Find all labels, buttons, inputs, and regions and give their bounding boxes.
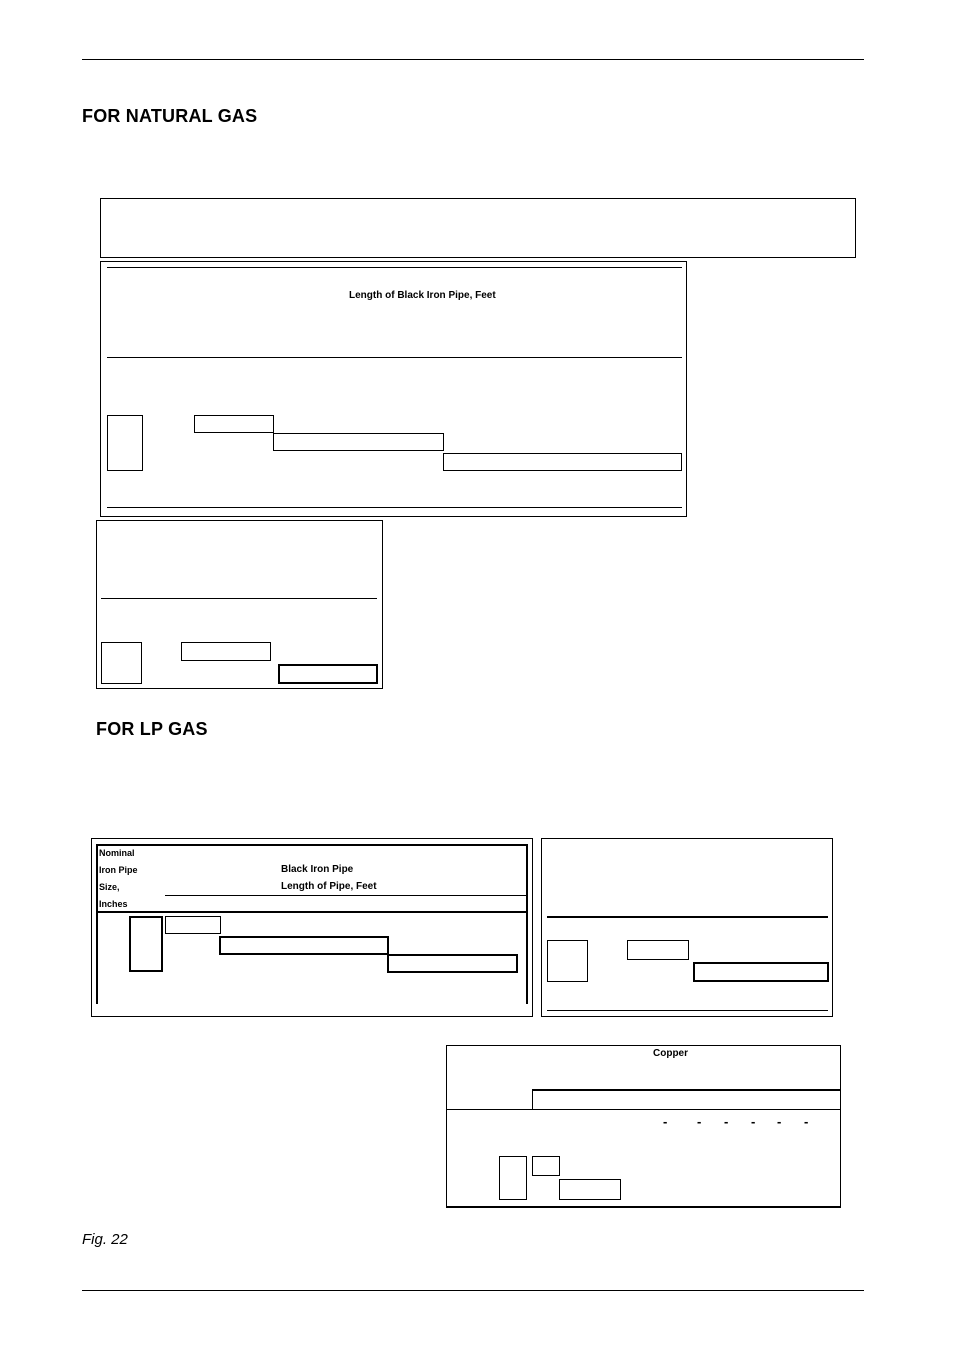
copper-dash: -	[777, 1114, 782, 1129]
table-cell	[443, 453, 682, 471]
copper-dash: -	[804, 1114, 809, 1129]
table-right-line	[526, 844, 528, 1004]
top-rule	[82, 59, 864, 60]
table-header-divider	[101, 598, 377, 599]
table-cell	[107, 415, 143, 471]
table-cell	[547, 940, 588, 982]
copper-dash: -	[663, 1114, 668, 1129]
table-left-line	[96, 844, 98, 1004]
table-bottom-line	[107, 507, 682, 508]
table-header-tick	[532, 1091, 533, 1109]
table-header-line	[165, 895, 528, 896]
table-cell	[499, 1156, 527, 1200]
table-cell	[129, 916, 163, 972]
table-cell	[532, 1156, 560, 1176]
lp-gas-heading: FOR LP GAS	[96, 719, 208, 739]
column-label-line: Iron Pipe	[99, 865, 138, 875]
column-label-line: Size,	[99, 882, 120, 892]
copper-dash: -	[751, 1114, 756, 1129]
lp-gas-table-title: Black Iron Pipe	[281, 864, 354, 875]
table-top-line	[107, 267, 682, 268]
copper-table-title: Copper	[653, 1048, 688, 1059]
table-cell	[219, 936, 389, 955]
table-cell	[693, 962, 829, 982]
table-cell	[387, 954, 518, 973]
table-header-divider	[547, 916, 828, 918]
natural-gas-table-header: Length of Black Iron Pipe, Feet	[349, 290, 496, 301]
column-label-line: Nominal	[99, 848, 135, 858]
table-cell	[194, 415, 274, 433]
table-cell	[101, 642, 142, 684]
natural-gas-banner-box	[100, 198, 856, 258]
bottom-rule	[82, 1290, 864, 1291]
natural-gas-pipe-table	[100, 261, 687, 517]
copper-dash: -	[724, 1114, 729, 1129]
table-cell	[627, 940, 689, 960]
table-header-divider	[96, 911, 528, 913]
figure-caption: Fig. 22	[82, 1231, 128, 1248]
table-header-divider	[447, 1109, 841, 1110]
lp-gas-table-header: Length of Pipe, Feet	[281, 881, 377, 892]
column-label-line: Inches	[99, 899, 128, 909]
copper-dash: -	[697, 1114, 702, 1129]
table-cell	[273, 433, 444, 451]
natural-gas-heading: FOR NATURAL GAS	[82, 106, 258, 126]
table-header-line	[532, 1089, 841, 1091]
lp-gas-black-iron-table	[91, 838, 533, 1017]
lp-gas-copper-table	[446, 1045, 841, 1208]
table-cell	[165, 916, 221, 934]
natural-gas-secondary-table	[96, 520, 383, 689]
table-cell	[559, 1179, 621, 1200]
table-cell	[181, 642, 271, 661]
table-cell	[278, 664, 378, 684]
table-top-line	[96, 844, 528, 846]
lp-gas-secondary-table	[541, 838, 833, 1017]
table-header-divider	[107, 357, 682, 358]
table-bottom-line	[547, 1010, 828, 1011]
